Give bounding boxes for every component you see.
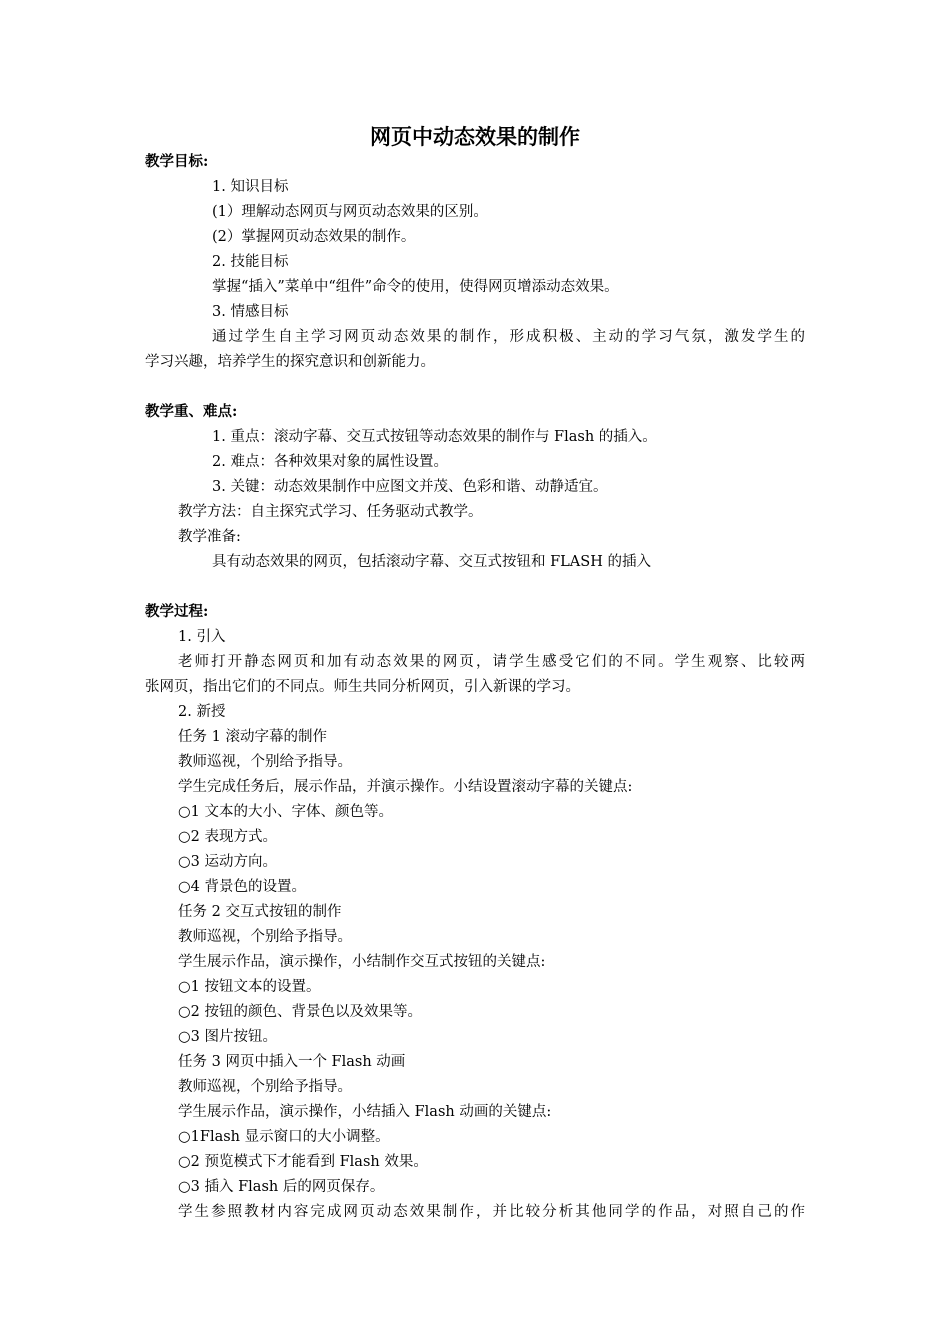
task-3-point-2: ○2 预览模式下才能看到 Flash 效果。 [178,1154,428,1170]
task-3-tour: 教师巡视，个别给予指导。 [178,1079,352,1095]
task-1-summary: 学生完成任务后，展示作品，并演示操作。小结设置滚动字幕的关键点: [178,779,633,795]
closing-text: 学生参照教材内容完成网页动态效果制作，并比较分析其他同学的作品，对照自己的作 [178,1204,805,1220]
task-2-point-1: ○1 按钮文本的设置。 [178,979,321,995]
task-1-point-4: ○4 背景色的设置。 [178,879,306,895]
goal-knowledge: 1. 知识目标 [212,179,289,195]
goal-emotion: 3. 情感目标 [212,304,289,320]
goal-skill: 2. 技能目标 [212,254,289,270]
task-2-title: 任务 2 交互式按钮的制作 [178,904,342,920]
task-3-summary: 学生展示作品，演示操作，小结插入 Flash 动画的关键点: [178,1104,552,1120]
intro-text-1: 老师打开静态网页和加有动态效果的网页，请学生感受它们的不同。学生观察、比较两 [178,654,805,670]
goal-knowledge-1: (1）理解动态网页与网页动态效果的区别。 [212,204,488,220]
goal-knowledge-2: (2）掌握网页动态效果的制作。 [212,229,416,245]
teaching-method: 教学方法：自主探究式学习、任务驱动式教学。 [178,504,483,520]
task-1-title: 任务 1 滚动字幕的制作 [178,729,327,745]
heading-key-points: 教学重、难点: [145,403,238,420]
preparation-text: 具有动态效果的网页，包括滚动字幕、交互式按钮和 FLASH 的插入 [212,554,651,570]
key-point-1: 1. 重点：滚动字幕、交互式按钮等动态效果的制作与 Flash 的插入。 [212,429,657,445]
process-intro: 1. 引入 [178,629,226,645]
heading-teaching-goals: 教学目标: [145,153,209,170]
task-2-tour: 教师巡视，个别给予指导。 [178,929,352,945]
task-2-point-3: ○3 图片按钮。 [178,1029,277,1045]
heading-teaching-process: 教学过程: [145,603,209,620]
goal-emotion-text-1: 通过学生自主学习网页动态效果的制作，形成积极、主动的学习气氛，激发学生的 [212,329,805,345]
process-new-lesson: 2. 新授 [178,704,226,720]
task-1-point-2: ○2 表现方式。 [178,829,277,845]
key-point-2: 2. 难点：各种效果对象的属性设置。 [212,454,448,470]
task-1-tour: 教师巡视，个别给予指导。 [178,754,352,770]
document-title: 网页中动态效果的制作 [370,124,580,149]
key-point-3: 3. 关键：动态效果制作中应图文并茂、色彩和谐、动静适宜。 [212,479,608,495]
task-3-point-3: ○3 插入 Flash 后的网页保存。 [178,1179,385,1195]
task-2-summary: 学生展示作品，演示操作，小结制作交互式按钮的关键点: [178,954,546,970]
intro-text-2: 张网页，指出它们的不同点。师生共同分析网页，引入新课的学习。 [145,679,580,695]
task-2-point-2: ○2 按钮的颜色、背景色以及效果等。 [178,1004,422,1020]
task-3-point-1: ○1Flash 显示窗口的大小调整。 [178,1129,390,1145]
teaching-preparation: 教学准备: [178,529,241,545]
task-1-point-1: ○1 文本的大小、字体、颜色等。 [178,804,393,820]
task-3-title: 任务 3 网页中插入一个 Flash 动画 [178,1054,406,1070]
goal-skill-text: 掌握“插入”菜单中“组件”命令的使用，使得网页增添动态效果。 [212,279,619,295]
goal-emotion-text-2: 学习兴趣，培养学生的探究意识和创新能力。 [145,354,435,370]
task-1-point-3: ○3 运动方向。 [178,854,277,870]
